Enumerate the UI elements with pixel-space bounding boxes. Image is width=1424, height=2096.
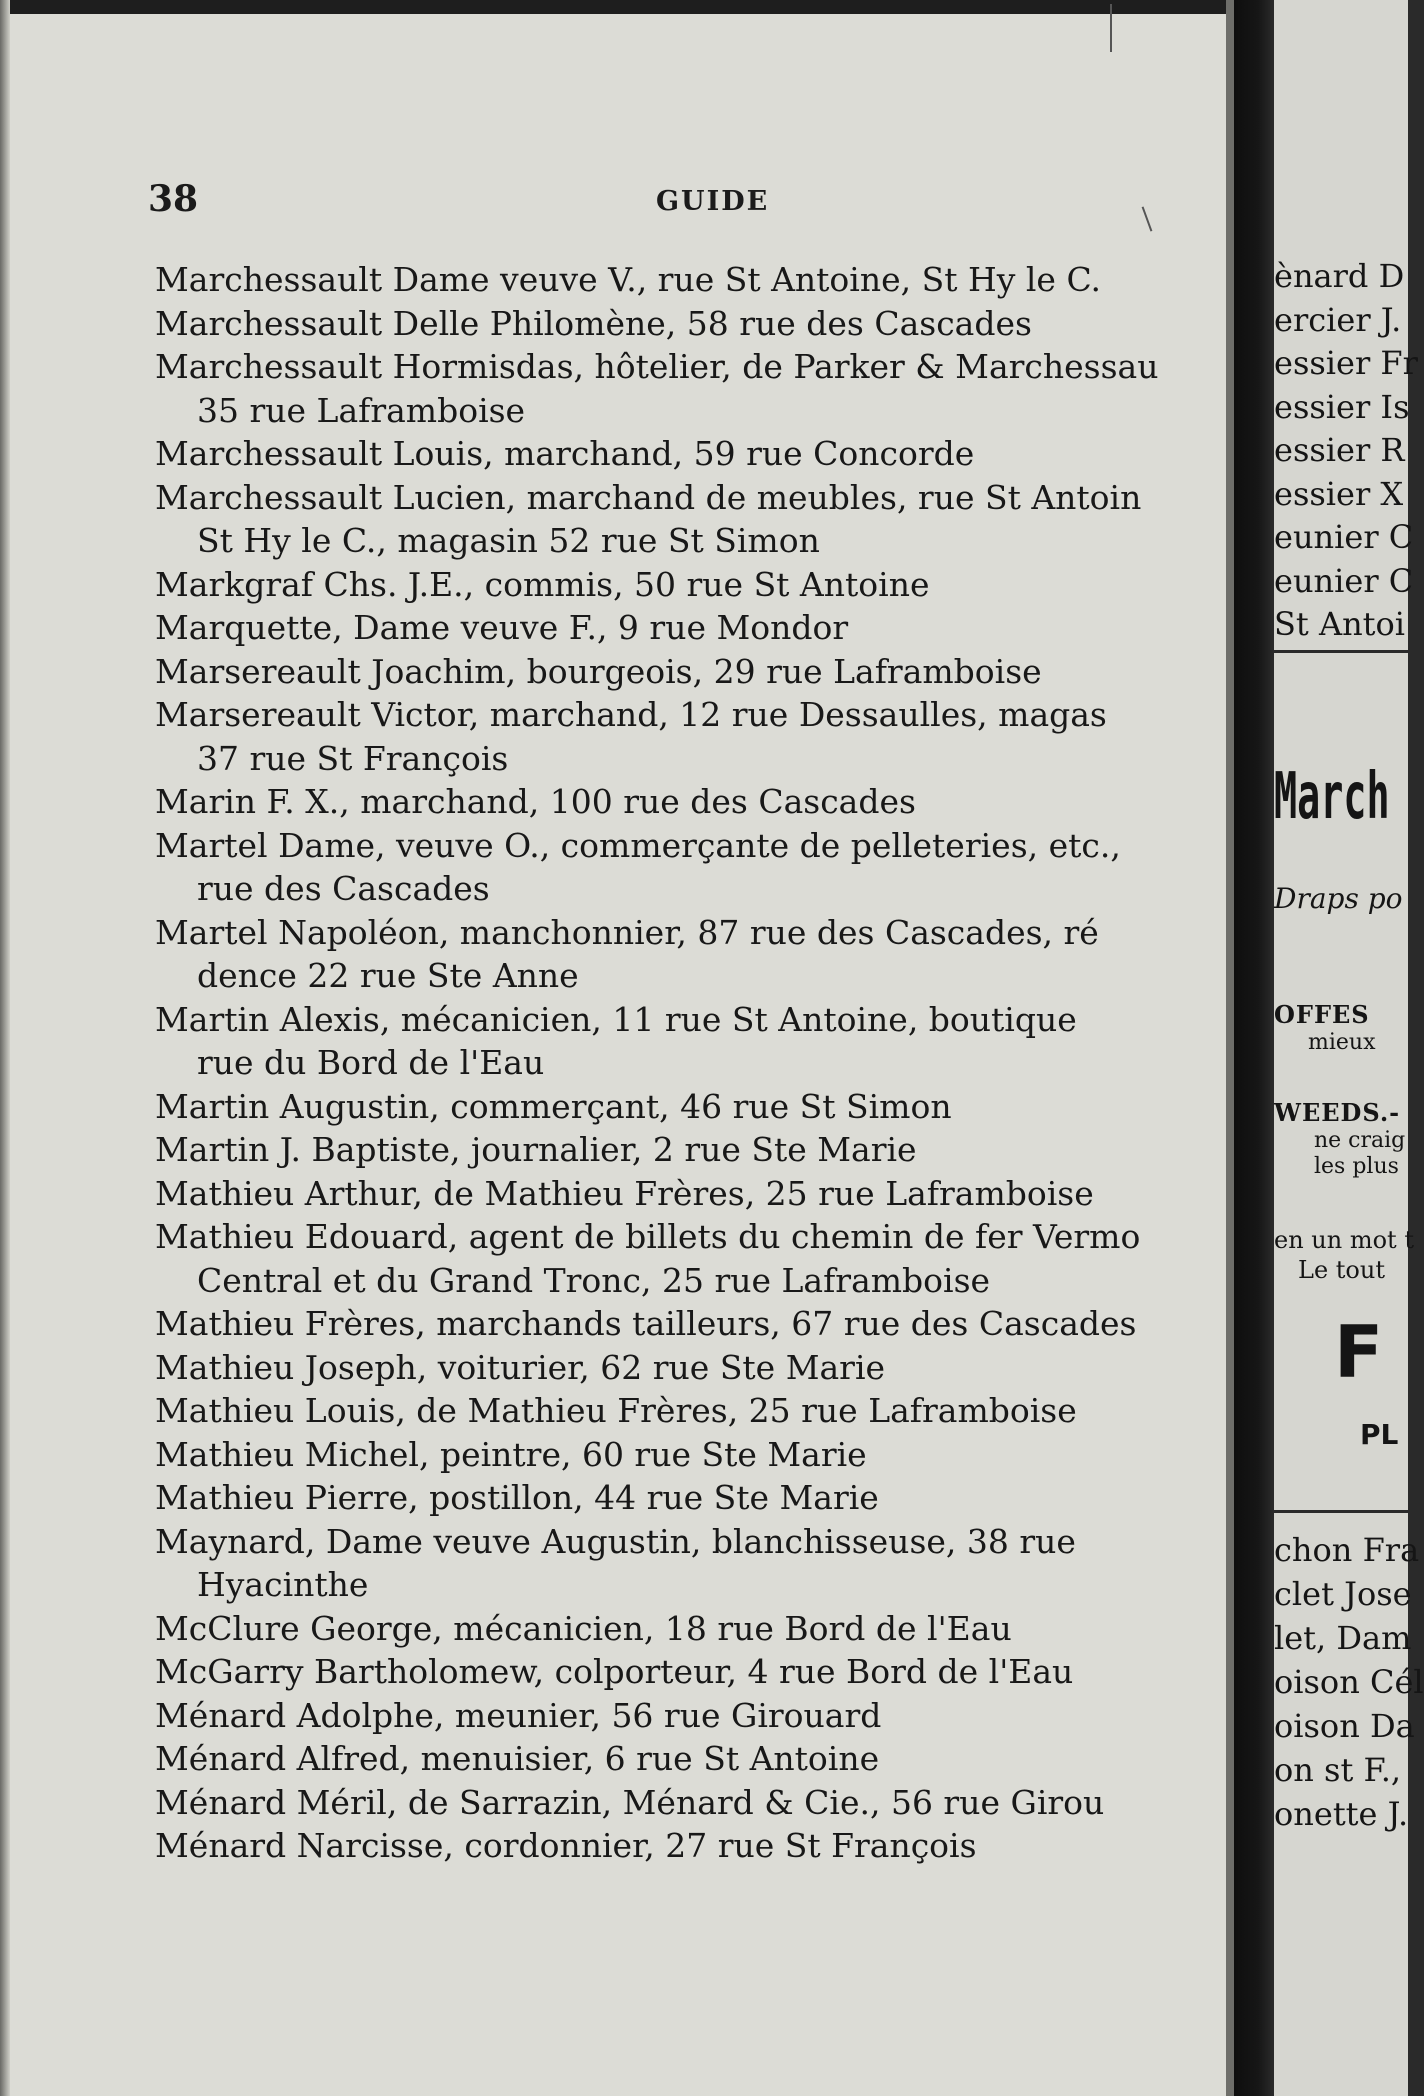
directory-entry — [155, 1433, 1225, 1477]
entry-continuation: 37 rue St François — [197, 738, 509, 778]
directory-entry — [155, 1694, 1225, 1738]
divider-rule-2 — [1274, 1510, 1408, 1513]
directory-entry — [155, 911, 1225, 998]
directory-entry — [155, 1824, 1225, 1868]
ad-line-plus: les plus — [1314, 1154, 1399, 1179]
facing-page-line: chon Fra — [1274, 1531, 1420, 1569]
entry-text: Mathieu Michel, peintre, 60 rue Ste Marie — [155, 1434, 867, 1474]
ad-line-mot: en un mot t — [1274, 1226, 1414, 1254]
entry-text: McGarry Bartholomew, colporteur, 4 rue Bord de l'Eau — [155, 1652, 1074, 1691]
directory-entry — [155, 1650, 1225, 1694]
entry-continuation: Hyacinthe — [197, 1565, 369, 1604]
page-number: 38 — [148, 178, 199, 220]
facing-page-line: eunier C — [1274, 518, 1414, 556]
directory-entry — [155, 1215, 1225, 1302]
running-head: GUIDE — [656, 186, 770, 217]
entry-text: Ménard Méril, de Sarrazin, Ménard & Cie., 56 rue Girou — [155, 1782, 1105, 1822]
directory-entry — [155, 1607, 1225, 1651]
facing-page-line: clet Jose — [1274, 1575, 1412, 1613]
directory-entry — [155, 1128, 1225, 1172]
entry-text: Marquette, Dame veuve F., 9 rue Mondor — [155, 608, 849, 647]
directory-entry — [155, 1781, 1225, 1825]
entry-continuation: 35 rue Laframboise — [197, 390, 526, 430]
scan-mark — [1110, 4, 1112, 52]
scan-left-edge — [0, 0, 10, 2096]
directory-entry — [155, 1737, 1225, 1781]
entry-text: Ménard Narcisse, cordonnier, 27 rue St François — [155, 1826, 977, 1865]
ad-line-mieux: mieux — [1308, 1030, 1376, 1055]
facing-page-line: oison Cél — [1274, 1663, 1424, 1701]
entry-text: Marchessault Hormisdas, hôtelier, de Parker & Marchessau — [155, 347, 1159, 386]
facing-page-line: eunier C — [1274, 561, 1414, 600]
facing-page-line: let, Dam — [1274, 1619, 1412, 1657]
facing-page-line: essier Is — [1274, 387, 1410, 426]
ad-title: March — [1274, 760, 1390, 834]
facing-page — [1274, 0, 1424, 2096]
directory-entry — [155, 693, 1225, 780]
facing-page-line: oison Da — [1274, 1707, 1415, 1745]
directory-entry — [155, 1346, 1225, 1390]
entry-text: Mathieu Edouard, agent de billets du chemin de fer Vermo — [155, 1217, 1141, 1256]
directory-entry — [155, 998, 1225, 1085]
entry-text: Martel Napoléon, manchonnier, 87 rue des Cascades, ré — [155, 912, 1099, 952]
directory-entry — [155, 1389, 1225, 1433]
entry-continuation: dence 22 rue Ste Anne — [197, 956, 579, 995]
entry-text: Mathieu Arthur, de Mathieu Frères, 25 rue Laframboise — [155, 1173, 1094, 1213]
entry-text: Martin J. Baptiste, journalier, 2 rue Ste Marie — [155, 1130, 917, 1169]
directory-entry — [155, 345, 1225, 432]
facing-page-line: essier R — [1274, 431, 1405, 469]
entry-text: McClure George, mécanicien, 18 rue Bord de l'Eau — [155, 1608, 1012, 1648]
entry-text: Ménard Alfred, menuisier, 6 rue St Antoine — [155, 1739, 880, 1778]
entry-text: Marchessault Delle Philomène, 58 rue des Cascades — [155, 303, 1032, 343]
facing-page-top-list — [1274, 255, 1418, 647]
entry-text: Marchessault Louis, marchand, 59 rue Concorde — [155, 434, 975, 473]
directory-entry — [155, 1085, 1225, 1129]
ad-line-offes: OFFES — [1274, 1000, 1370, 1029]
entry-text: Martin Augustin, commerçant, 46 rue St Simon — [155, 1086, 952, 1126]
facing-page-line: onette J. — [1274, 1795, 1409, 1833]
scan-top-edge — [0, 0, 1408, 14]
ad-line-tout: Le tout — [1298, 1256, 1385, 1284]
directory-entry — [155, 780, 1225, 824]
book-gutter — [1234, 0, 1274, 2096]
facing-page-line: ercier J. — [1274, 300, 1402, 339]
entry-text: Martel Dame, veuve O., commerçante de pelleteries, etc., — [155, 825, 1121, 865]
ad-big-letter: F — [1334, 1310, 1384, 1394]
directory-entry — [155, 1172, 1225, 1216]
entry-continuation: rue du Bord de l'Eau — [197, 1043, 545, 1082]
entry-text: Maynard, Dame veuve Augustin, blanchisseuse, 38 rue — [155, 1521, 1076, 1561]
directory-entry — [155, 1302, 1225, 1346]
entry-text: Marchessault Dame veuve V., rue St Antoine, St Hy le C. — [155, 260, 1102, 299]
entry-text: Marin F. X., marchand, 100 rue des Cascades — [155, 782, 916, 821]
entry-text: Martin Alexis, mécanicien, 11 rue St Antoine, boutique — [155, 999, 1077, 1039]
directory-entries — [155, 258, 1225, 1868]
page-header — [148, 178, 1228, 228]
directory-entry — [155, 432, 1225, 476]
facing-page-bottom-list — [1274, 1528, 1424, 1836]
divider-rule — [1274, 650, 1408, 653]
directory-entry — [155, 258, 1225, 302]
directory-entry — [155, 606, 1225, 650]
entry-continuation: St Hy le C., magasin 52 rue St Simon — [197, 521, 820, 560]
directory-entry — [155, 1520, 1225, 1607]
facing-page-line: St Antoi — [1274, 605, 1406, 643]
facing-page-line: ènard D — [1274, 257, 1405, 295]
entry-text: Marsereault Joachim, bourgeois, 29 rue Laframboise — [155, 651, 1042, 691]
entry-text: Ménard Adolphe, meunier, 56 rue Girouard — [155, 1695, 882, 1735]
entry-text: Marsereault Victor, marchand, 12 rue Dessaulles, magas — [155, 695, 1107, 734]
directory-entry — [155, 476, 1225, 563]
entry-continuation: rue des Cascades — [197, 869, 490, 908]
directory-entry — [155, 1476, 1225, 1520]
facing-page-line: essier Fr — [1274, 344, 1418, 382]
entry-text: Marchessault Lucien, marchand de meubles, rue St Antoin — [155, 477, 1142, 517]
directory-entry — [155, 650, 1225, 694]
ad-line-weeds: WEEDS.- — [1274, 1098, 1401, 1127]
ad-subtitle: Draps po — [1274, 882, 1403, 915]
entry-text: Mathieu Joseph, voiturier, 62 rue Ste Marie — [155, 1347, 886, 1387]
directory-entry — [155, 302, 1225, 346]
facing-page-line: essier X — [1274, 474, 1404, 513]
facing-page-line: on st F., — [1274, 1751, 1402, 1789]
entry-text: Mathieu Louis, de Mathieu Frères, 25 rue Laframboise — [155, 1391, 1077, 1430]
entry-continuation: Central et du Grand Tronc, 25 rue Laframboise — [197, 1260, 991, 1300]
ad-line-craig: ne craig — [1314, 1128, 1406, 1153]
ad-pl: PL — [1360, 1418, 1399, 1451]
directory-entry — [155, 824, 1225, 911]
entry-text: Mathieu Pierre, postillon, 44 rue Ste Marie — [155, 1478, 879, 1517]
entry-text: Markgraf Chs. J.E., commis, 50 rue St Antoine — [155, 564, 930, 604]
entry-text: Mathieu Frères, marchands tailleurs, 67 rue des Cascades — [155, 1304, 1137, 1343]
directory-entry — [155, 563, 1225, 607]
